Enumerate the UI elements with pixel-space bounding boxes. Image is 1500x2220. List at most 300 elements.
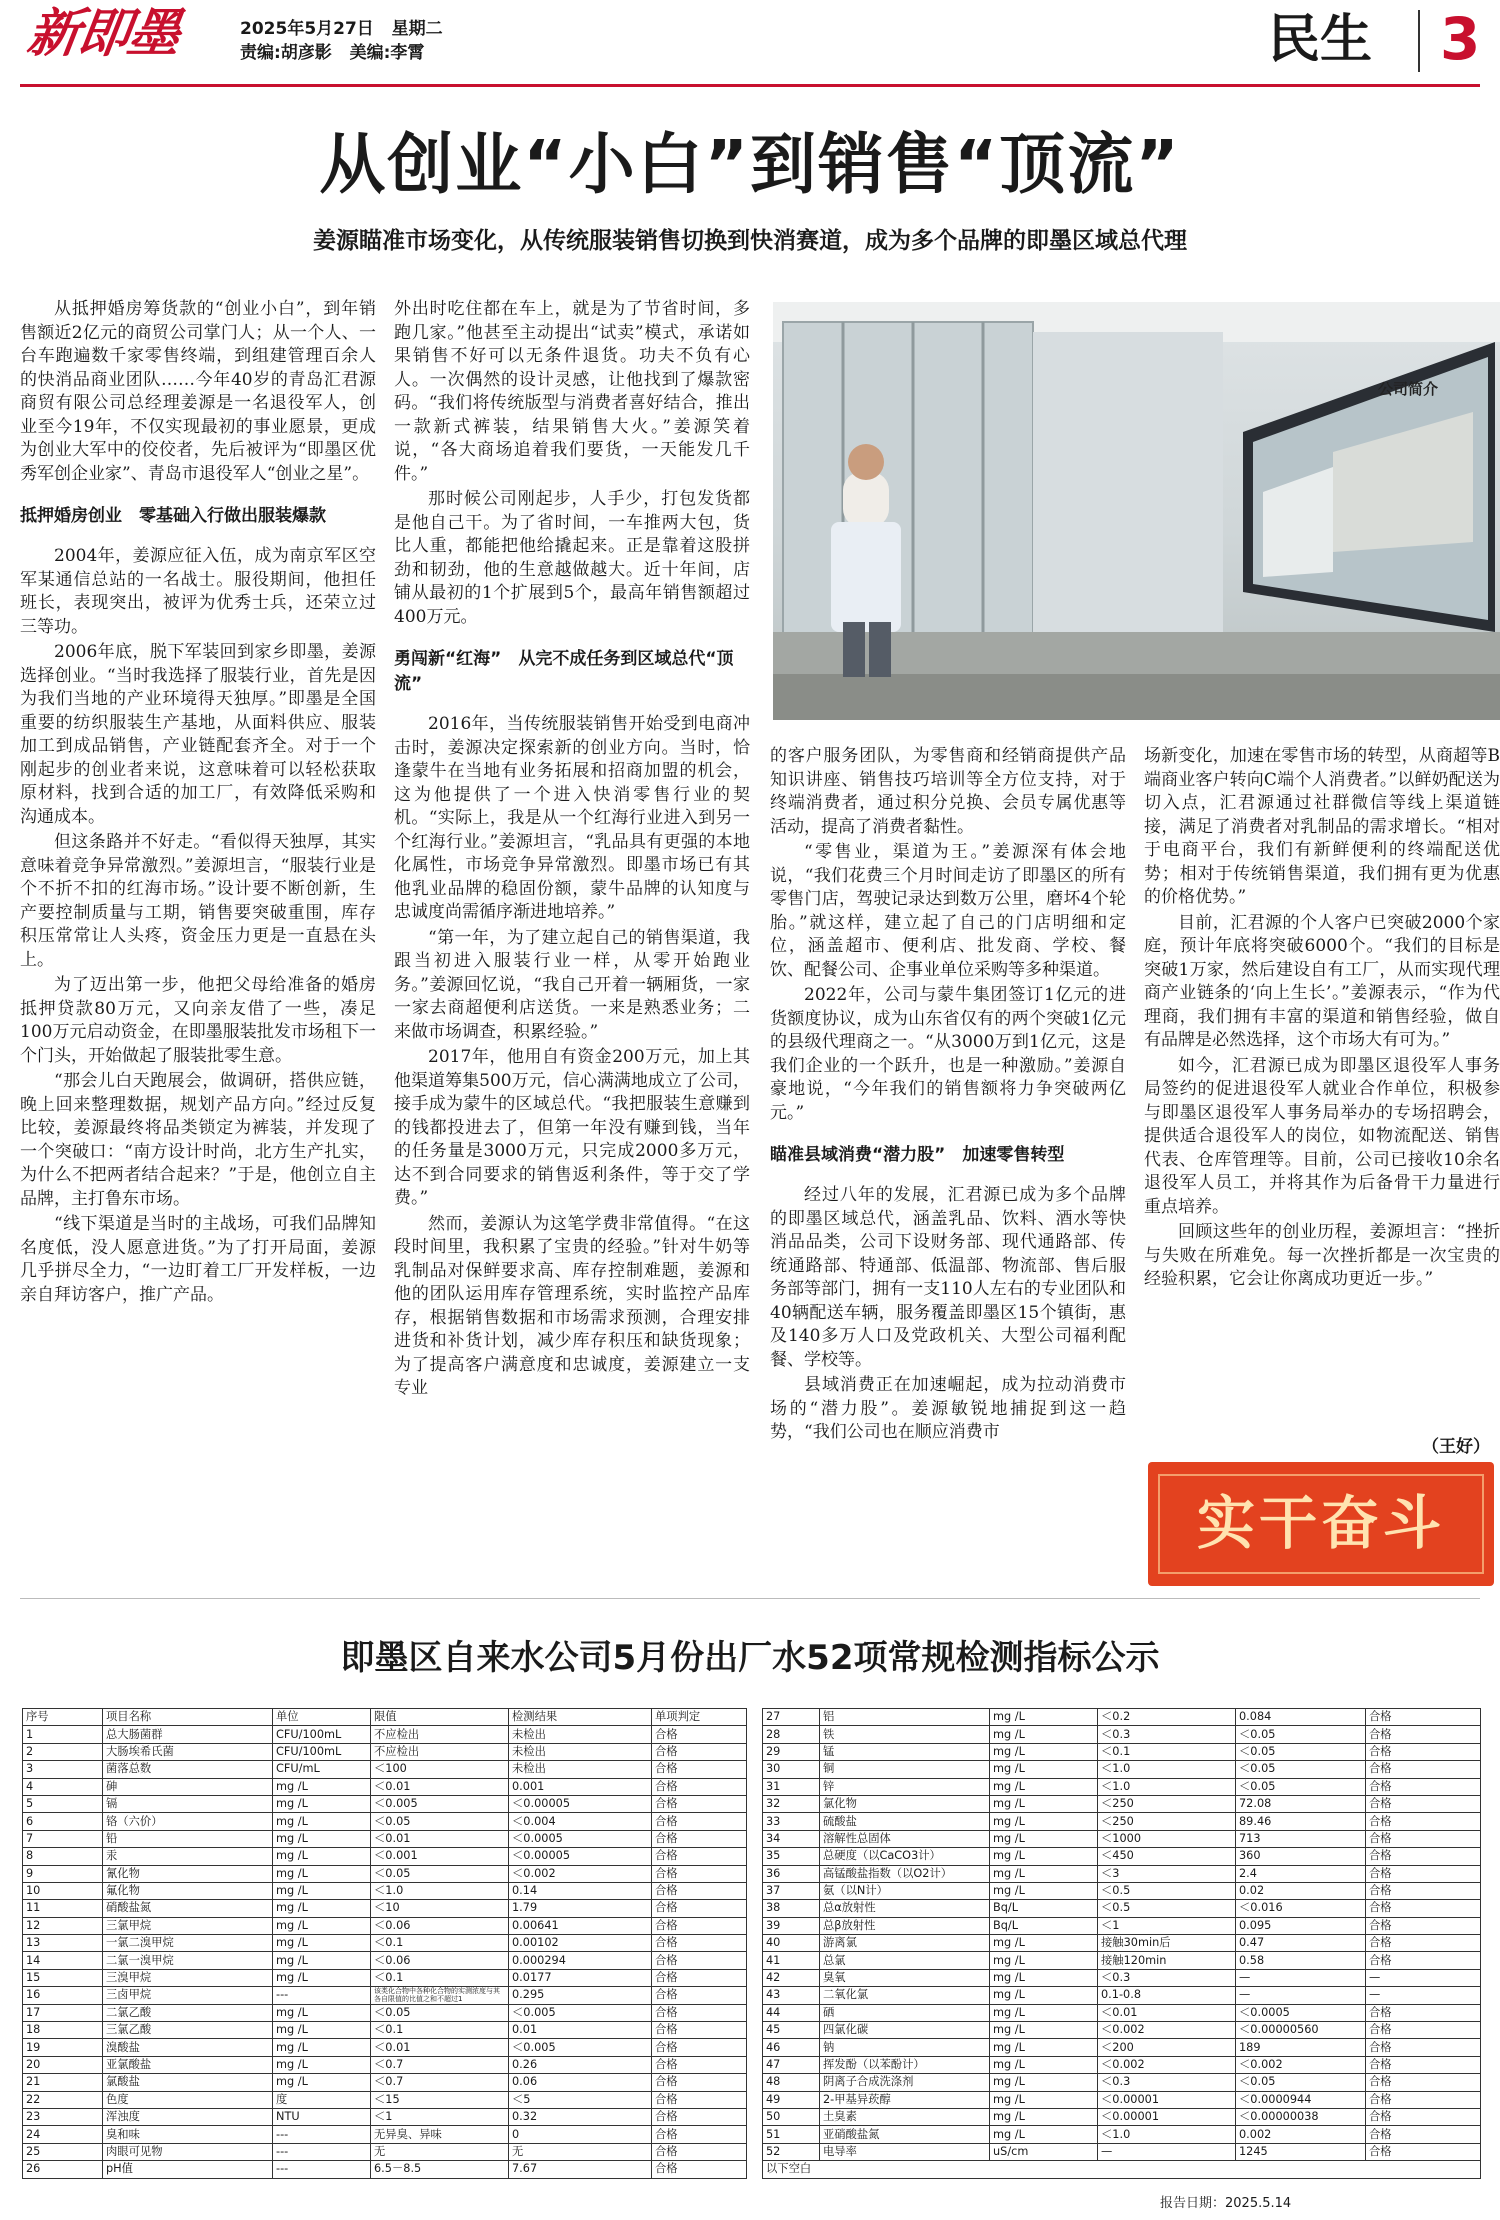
table-cell: 4 — [23, 1778, 103, 1795]
table-cell: 2-甲基异莰醇 — [820, 2091, 990, 2108]
table-row — [23, 1778, 747, 1795]
table-cell: mg /L — [273, 1900, 371, 1917]
article-column-4 — [1144, 745, 1500, 1294]
table-cell: 52 — [763, 2143, 820, 2160]
article-subtitle: 姜源瞄准市场变化，从传统服装销售切换到快消赛道，成为多个品牌的即墨区域总代理 — [313, 228, 1187, 254]
paragraph: “零售业，渠道为王。”姜源深有体会地说，“我们花费三个月时间走访了即墨区的所有零售门店，驾驶记录达到数万公里，磨坏4个轮胎。”就这样，建立起了自己的门店明细和定位，涵盖超市、便利店、批发商、学校、餐饮、配餐公司、企事业单位采购等多种渠道。 — [770, 842, 1126, 980]
table-row — [763, 1726, 1481, 1743]
table-cell: ＜0.2 — [1098, 1709, 1236, 1726]
table-cell: ＜250 — [1098, 1795, 1236, 1812]
table-row — [23, 1795, 747, 1812]
table-row — [763, 2091, 1481, 2108]
table-cell: 7.67 — [509, 2161, 652, 2178]
table-cell: mg /L — [273, 1952, 371, 1969]
table-cell: ＜0.00005 — [509, 1795, 652, 1812]
table-cell: 土臭素 — [820, 2108, 990, 2125]
paragraph: 2016年，当传统服装销售开始受到电商冲击时，姜源决定探索新的创业方向。当时，恰逢蒙牛在当地有业务拓展和招商加盟的机会，这为他提供了一个进入快消零售行业的契机。“实际上，我是从一个红海行业进入到另一个红海行业。”姜源坦言，“乳品具有更强的本地化属性，市场竞争异常激烈。即墨市场已有其他乳业品牌的稳固份额，蒙牛品牌的认知度与忠诚度尚需循序渐进地培养。” — [394, 714, 750, 922]
table-cell: ＜1.0 — [1098, 2126, 1236, 2143]
table-cell: ＜0.05 — [1236, 1743, 1366, 1760]
table-header-row — [23, 1709, 747, 1726]
table-cell: ＜0.05 — [371, 1813, 509, 1830]
table-cell: 27 — [763, 1709, 820, 1726]
table-cell: 钠 — [820, 2039, 990, 2056]
table-cell: --- — [273, 2161, 371, 2178]
table-cell: 合格 — [652, 1952, 747, 1969]
table-row — [763, 2004, 1481, 2021]
table-cell: 合格 — [652, 1900, 747, 1917]
table-cell: pH值 — [103, 2161, 273, 2178]
table-cell: 48 — [763, 2074, 820, 2091]
table-cell: mg /L — [990, 1795, 1098, 1812]
table-cell: mg /L — [273, 1935, 371, 1952]
table-cell: 铝 — [820, 1709, 990, 1726]
table-cell: CFU/100mL — [273, 1726, 371, 1743]
table-cell: ＜0.5 — [1098, 1900, 1236, 1917]
table-cell: 29 — [763, 1743, 820, 1760]
water-table-left — [22, 1708, 746, 2179]
table-cell: 溴酸盐 — [103, 2039, 273, 2056]
table-cell: ＜200 — [1098, 2039, 1236, 2056]
table-cell: mg /L — [273, 1778, 371, 1795]
table-cell: ＜0.00000038 — [1236, 2108, 1366, 2125]
table-cell: 无 — [509, 2143, 652, 2160]
table-cell: — — [1366, 1969, 1481, 1986]
table-cell: 氟化物 — [103, 1882, 273, 1899]
table-cell: — — [1098, 2143, 1236, 2160]
table-cell: ＜10 — [371, 1900, 509, 1917]
masthead-logo: 新即墨 — [23, 3, 183, 64]
table-row — [763, 1743, 1481, 1760]
table-row — [23, 1865, 747, 1882]
table-cell: mg /L — [990, 2108, 1098, 2125]
table-cell: 臭和味 — [103, 2126, 273, 2143]
article-column-1 — [20, 298, 376, 1309]
table-cell: CFU/mL — [273, 1761, 371, 1778]
table-cell: 二氯一溴甲烷 — [103, 1952, 273, 1969]
table-cell: 接触120min — [1098, 1952, 1236, 1969]
paragraph: 2006年底，脱下军装回到家乡即墨，姜源选择创业。“当时我选择了服装行业，首先是因为我们当地的产业环境得天独厚。”即墨是全国重要的纺织服装生产基地，从面料供应、服装加工到成品销售，产业链配套齐全。对于一个刚起步的创业者来说，这意味着可以轻松获取原材料，找到合适的加工厂，有效降低采购和沟通成本。 — [20, 642, 376, 827]
table-cell: 硒 — [820, 2004, 990, 2021]
table-cell: 72.08 — [1236, 1795, 1366, 1812]
water-table-right — [762, 1708, 1480, 2179]
table-cell: uS/cm — [990, 2143, 1098, 2160]
table-cell: 36 — [763, 1865, 820, 1882]
table-row — [763, 1865, 1481, 1882]
table-cell: ＜0.004 — [509, 1813, 652, 1830]
table-row — [763, 2056, 1481, 2073]
table-cell: 0.00641 — [509, 1917, 652, 1934]
table-cell: 三氯乙酸 — [103, 2022, 273, 2039]
table-cell: mg /L — [990, 1952, 1098, 1969]
table-cell: mg /L — [990, 1709, 1098, 1726]
table-cell: 12 — [23, 1917, 103, 1934]
table-cell: 0.1-0.8 — [1098, 1987, 1236, 2004]
table-cell: mg /L — [273, 2022, 371, 2039]
table-row — [763, 1761, 1481, 1778]
table-cell: mg /L — [990, 1813, 1098, 1830]
table-cell: 大肠埃希氏菌 — [103, 1743, 273, 1760]
table-cell: 合格 — [652, 2074, 747, 2091]
table-cell: mg /L — [990, 1743, 1098, 1760]
table-row — [23, 2126, 747, 2143]
table-cell: ＜0.05 — [1236, 1726, 1366, 1743]
table-cell: 33 — [763, 1813, 820, 1830]
table-cell: ＜0.002 — [509, 1865, 652, 1882]
table-cell: 未检出 — [509, 1743, 652, 1760]
table-cell: 20 — [23, 2056, 103, 2073]
table-cell: 30 — [763, 1761, 820, 1778]
table-cell: 序号 — [23, 1709, 103, 1726]
table-cell: 合格 — [652, 2091, 747, 2108]
table-cell: 24 — [23, 2126, 103, 2143]
table-cell: ＜0.00001 — [1098, 2108, 1236, 2125]
table-row — [763, 1778, 1481, 1795]
table-row — [23, 1900, 747, 1917]
table-cell: mg /L — [990, 2004, 1098, 2021]
table-cell: 0 — [509, 2126, 652, 2143]
table-row — [23, 2056, 747, 2073]
table-cell: 34 — [763, 1830, 820, 1847]
table-cell: 合格 — [652, 1726, 747, 1743]
table-cell: 一氯二溴甲烷 — [103, 1935, 273, 1952]
table-cell: 合格 — [652, 1795, 747, 1812]
table-row — [763, 2126, 1481, 2143]
table-cell: 合格 — [1366, 2022, 1481, 2039]
table-cell: 该类化合物中各种化合物的实测浓度与其各自限值的比值之和不超过1 — [371, 1987, 509, 2004]
table-row — [763, 2039, 1481, 2056]
table-cell: 阴离子合成洗涤剂 — [820, 2074, 990, 2091]
table-cell: 合格 — [652, 1848, 747, 1865]
table-cell: 不应检出 — [371, 1726, 509, 1743]
table-cell: mg /L — [273, 2056, 371, 2073]
table-cell: 合格 — [1366, 1709, 1481, 1726]
table-cell: 合格 — [1366, 1935, 1481, 1952]
table-cell: 单位 — [273, 1709, 371, 1726]
table-cell: 13 — [23, 1935, 103, 1952]
table-row — [23, 1935, 747, 1952]
table-row — [23, 2039, 747, 2056]
table-cell: 3 — [23, 1761, 103, 1778]
table-cell: 合格 — [652, 1778, 747, 1795]
table-cell: 5 — [23, 1795, 103, 1812]
table-cell: ＜1000 — [1098, 1830, 1236, 1847]
table-cell: 浑浊度 — [103, 2108, 273, 2125]
table-cell: 未检出 — [509, 1761, 652, 1778]
table-cell: 电导率 — [820, 2143, 990, 2160]
table-cell: 17 — [23, 2004, 103, 2021]
report-date: 报告日期：2025.5.14 — [1160, 2196, 1292, 2211]
table-cell: 三溴甲烷 — [103, 1969, 273, 1986]
table-cell: 镉 — [103, 1795, 273, 1812]
table-cell: 0.01 — [509, 2022, 652, 2039]
table-cell: NTU — [273, 2108, 371, 2125]
table-cell: 0.32 — [509, 2108, 652, 2125]
table-row — [23, 1761, 747, 1778]
table-cell: 合格 — [652, 1813, 747, 1830]
table-cell: 臭氧 — [820, 1969, 990, 1986]
table-cell: 11 — [23, 1900, 103, 1917]
table-cell: 合格 — [1366, 2004, 1481, 2021]
table-cell: 三氯甲烷 — [103, 1917, 273, 1934]
paragraph: 然而，姜源认为这笔学费非常值得。“在这段时间里，我积累了宝贵的经验。”针对牛奶等乳制品对保鲜要求高、库存控制难题，姜源和他的团队运用库存管理系统，实时监控产品库存，根据销售数据和市场需求预测，合理安排进货和补货计划，减少库存积压和缺货现象；为了提高客户满意度和忠诚度，姜源建立一支专业 — [394, 1213, 750, 1398]
table-cell: ＜0.05 — [1236, 1761, 1366, 1778]
table-cell: 合格 — [1366, 1795, 1481, 1812]
table-cell: ＜0.05 — [371, 1865, 509, 1882]
table-cell: 6 — [23, 1813, 103, 1830]
table-cell: 挥发酚（以苯酚计） — [820, 2056, 990, 2073]
table-cell: 合格 — [1366, 1726, 1481, 1743]
table-cell: 0.47 — [1236, 1935, 1366, 1952]
table-cell: 1 — [23, 1726, 103, 1743]
table-cell: ＜0.00000560 — [1236, 2022, 1366, 2039]
table-cell: 合格 — [1366, 1848, 1481, 1865]
table-cell: 合格 — [1366, 2126, 1481, 2143]
table-cell: ＜0.06 — [371, 1952, 509, 1969]
table-cell: mg /L — [990, 1778, 1098, 1795]
table-cell: mg /L — [990, 2056, 1098, 2073]
section-divider — [1418, 10, 1420, 72]
table-row — [23, 1882, 747, 1899]
table-cell: 铜 — [820, 1761, 990, 1778]
table-row — [763, 1882, 1481, 1899]
table-cell: mg /L — [990, 1882, 1098, 1899]
paragraph: “那会儿白天跑展会，做调研，搭供应链，晚上回来整理数据，规划产品方向。”经过反复比较，姜源最终将品类锁定为裤装，并发现了一个突破口：“南方设计时尚，北方生产扎实，为什么不把两者结合起来？”于是，他创立自主品牌，主打鲁东市场。 — [20, 1071, 376, 1209]
table-cell: 40 — [763, 1935, 820, 1952]
table-cell: 6.5－8.5 — [371, 2161, 509, 2178]
table-cell: ＜0.01 — [371, 1778, 509, 1795]
table-cell: 合格 — [1366, 1813, 1481, 1830]
table-cell: ＜0.05 — [1236, 2074, 1366, 2091]
table-cell: 189 — [1236, 2039, 1366, 2056]
table-cell: 0.02 — [1236, 1882, 1366, 1899]
table-cell: ＜0.1 — [371, 1969, 509, 1986]
editor-credit: 责编:胡彦影 — [240, 43, 332, 63]
table-row — [23, 1969, 747, 1986]
table-cell: 360 — [1236, 1848, 1366, 1865]
table-cell: 9 — [23, 1865, 103, 1882]
table-cell: 溶解性总固体 — [820, 1830, 990, 1847]
table-cell: ＜0.00001 — [1098, 2091, 1236, 2108]
table-cell: mg /L — [990, 1830, 1098, 1847]
table-cell: ＜1.0 — [1098, 1778, 1236, 1795]
table-cell: ＜1 — [371, 2108, 509, 2125]
table-cell: 合格 — [1366, 1778, 1481, 1795]
table-cell: 菌落总数 — [103, 1761, 273, 1778]
table-row — [23, 2022, 747, 2039]
table-cell: mg /L — [273, 1865, 371, 1882]
table-row — [23, 2143, 747, 2160]
table-cell: 铁 — [820, 1726, 990, 1743]
table-cell: 合格 — [652, 1969, 747, 1986]
paragraph: 2017年，他用自有资金200万元，加上其他渠道筹集500万元，信心满满地成立了公司，接手成为蒙牛的区域总代。“我把服装生意赚到的钱都投进去了，但第一年没有赚到钱，当年的任务量是3000万元，只完成2000多万元，达不到合同要求的销售返利条件，等于交了学费。” — [394, 1047, 750, 1208]
table-cell: 接触30min后 — [1098, 1935, 1236, 1952]
table-row — [763, 1848, 1481, 1865]
table-cell: 43 — [763, 1987, 820, 2004]
table-cell: 氨（以N计） — [820, 1882, 990, 1899]
table-cell: 无异臭、异味 — [371, 2126, 509, 2143]
table-row — [763, 2143, 1481, 2160]
table-cell: 铬（六价） — [103, 1813, 273, 1830]
table-cell: mg /L — [990, 2022, 1098, 2039]
table-cell: 总硬度（以CaCO3计） — [820, 1848, 990, 1865]
table-cell: 合格 — [1366, 1900, 1481, 1917]
table-cell: ＜100 — [371, 1761, 509, 1778]
table-cell: 合格 — [652, 1935, 747, 1952]
table-cell: 44 — [763, 2004, 820, 2021]
table-cell: ＜0.0005 — [509, 1830, 652, 1847]
table-cell: ＜0.5 — [1098, 1882, 1236, 1899]
table-cell: 合格 — [652, 1761, 747, 1778]
paragraph: 为了迈出第一步，他把父母给准备的婚房抵押贷款80万元，又向亲友借了一些，凑足100万元启动资金，在即墨服装批发市场租下一个门头，开始做起了服装批零生意。 — [20, 975, 376, 1066]
table-cell: 总氯 — [820, 1952, 990, 1969]
table-row — [763, 1969, 1481, 1986]
table-row — [763, 1952, 1481, 1969]
table-cell: 色度 — [103, 2091, 273, 2108]
table-cell: 亚硝酸盐氮 — [820, 2126, 990, 2143]
table-cell: mg /L — [990, 1935, 1098, 1952]
table-cell: 高锰酸盐指数（以O2计） — [820, 1865, 990, 1882]
table-cell: 16 — [23, 1987, 103, 2004]
table-cell: 砷 — [103, 1778, 273, 1795]
table-cell: mg /L — [273, 1813, 371, 1830]
table-cell: 合格 — [1366, 1917, 1481, 1934]
table-row — [763, 1900, 1481, 1917]
paragraph: 2022年，公司与蒙牛集团签订1亿元的进货额度协议，成为山东省仅有的两个突破1亿元的县级代理商之一。“从3000万到1亿元，这是我们企业的一个跃升，也是一种激励。”姜源自豪地说，“今年我们的销售额将力争突破两亿元。” — [770, 985, 1126, 1123]
table-cell: 21 — [23, 2074, 103, 2091]
paragraph: 经过八年的发展，汇君源已成为多个品牌的即墨区域总代，涵盖乳品、饮料、酒水等快消品品类，公司下设财务部、现代通路部、传统通路部、特通部、低温部、物流部、售后服务部等部门，拥有一支110人左右的专业团队和40辆配送车辆，服务覆盖即墨区15个镇街，惠及140多万人口及党政机关、大型公司福利配餐、学校等。 — [770, 1185, 1126, 1370]
table-cell: 肉眼可见物 — [103, 2143, 273, 2160]
paragraph: 的客户服务团队，为零售商和经销商提供产品知识讲座、销售技巧培训等全方位支持，对于终端消费者，通过积分兑换、会员专属优惠等活动，提高了消费者黏性。 — [770, 746, 1126, 837]
table-cell: 总大肠菌群 — [103, 1726, 273, 1743]
table-cell: ＜0.01 — [1098, 2004, 1236, 2021]
table-cell: ＜450 — [1098, 1848, 1236, 1865]
table-cell: 锰 — [820, 1743, 990, 1760]
table-cell: — — [1236, 1969, 1366, 1986]
table-cell: 不应检出 — [371, 1743, 509, 1760]
section-heading: 抵押婚房创业 零基础入行做出服装爆款 — [20, 506, 326, 526]
article-photo — [773, 302, 1500, 720]
table-row — [23, 2161, 747, 2178]
banner-text: 实干奋斗 — [1196, 1489, 1445, 1557]
table-cell: 1.79 — [509, 1900, 652, 1917]
table-cell: mg /L — [990, 1726, 1098, 1743]
table-cell: 0.14 — [509, 1882, 652, 1899]
article-column-2 — [394, 298, 750, 1403]
table-cell: 22 — [23, 2091, 103, 2108]
table-cell: 0.295 — [509, 1987, 652, 2004]
table-cell: Bq/L — [990, 1917, 1098, 1934]
table-cell: 2 — [23, 1743, 103, 1760]
table-cell: 45 — [763, 2022, 820, 2039]
author-byline: （王好） — [1422, 1437, 1490, 1457]
table-cell: 合格 — [652, 1743, 747, 1760]
paragraph: 回顾这些年的创业历程，姜源坦言：“挫折与失败在所难免。每一次挫折都是一次宝贵的经验积累，它会让你离成功更近一步。” — [1144, 1222, 1500, 1289]
table-cell: 0.000294 — [509, 1952, 652, 1969]
table-cell: 41 — [763, 1952, 820, 1969]
table-cell: 氯化物 — [820, 1795, 990, 1812]
table-row — [23, 1987, 747, 2004]
table-cell: 无 — [371, 2143, 509, 2160]
table-cell: mg /L — [273, 1969, 371, 1986]
table-cell: ＜0.00005 — [509, 1848, 652, 1865]
table-cell: ＜0.005 — [509, 2004, 652, 2021]
table-cell: mg /L — [990, 1761, 1098, 1778]
table-cell: ＜0.0005 — [1236, 2004, 1366, 2021]
table-cell: mg /L — [273, 1882, 371, 1899]
photo-screen-caption: 公司简介 — [1378, 380, 1439, 398]
table-cell: 游离氯 — [820, 1935, 990, 1952]
table-cell: 10 — [23, 1882, 103, 1899]
table-cell: 氰化物 — [103, 1865, 273, 1882]
table-cell: 合格 — [652, 2004, 747, 2021]
table-cell: 0.095 — [1236, 1917, 1366, 1934]
paragraph: 场新变化，加速在零售市场的转型，从商超等B端商业客户转向C端个人消费者。”以鲜奶配送为切入点，汇君源通过社群微信等线上渠道链接，满足了消费者对乳制品的需求增长。“相对于电商平台，我们有新鲜便利的终端配送优势；相对于传统销售渠道，我们拥有更为优惠的价格优势。” — [1144, 746, 1500, 907]
table-cell: 合格 — [652, 2143, 747, 2160]
table-cell: ＜5 — [509, 2091, 652, 2108]
table-cell: 0.0177 — [509, 1969, 652, 1986]
table-cell: ＜0.016 — [1236, 1900, 1366, 1917]
table-cell: 四氯化碳 — [820, 2022, 990, 2039]
table-cell: 38 — [763, 1900, 820, 1917]
table-row — [23, 1917, 747, 1934]
table-cell: ＜0.3 — [1098, 1726, 1236, 1743]
table-row — [23, 2108, 747, 2125]
table-cell: 检测结果 — [509, 1709, 652, 1726]
table-cell: 未检出 — [509, 1726, 652, 1743]
table-cell: 合格 — [652, 2022, 747, 2039]
paragraph: “第一年，为了建立起自己的销售渠道，我跟当初进入服装行业一样，从零开始跑业务。”姜源回忆说，“我自己开着一辆厢货，一家一家去商超便利店送货。一来是熟悉业务；二来做市场调查，积累经验。” — [394, 927, 750, 1042]
table-cell: — — [1236, 1987, 1366, 2004]
table-cell: mg /L — [990, 1969, 1098, 1986]
table-cell: 47 — [763, 2056, 820, 2073]
table-cell: 合格 — [1366, 2074, 1481, 2091]
table-cell: 39 — [763, 1917, 820, 1934]
table-cell: 限值 — [371, 1709, 509, 1726]
table-cell: 铅 — [103, 1830, 273, 1847]
table-cell: 硝酸盐氮 — [103, 1900, 273, 1917]
table-cell: ＜0.1 — [1098, 1743, 1236, 1760]
table-cell: ＜0.002 — [1098, 2056, 1236, 2073]
table-cell: ＜1.0 — [371, 1882, 509, 1899]
table-cell: Bq/L — [990, 1900, 1098, 1917]
table-row — [23, 1726, 747, 1743]
paragraph: 从抵押婚房筹货款的“创业小白”，到年销售额近2亿元的商贸公司掌门人；从一个人、一台车跑遍数千家零售终端，到组建管理百余人的快消品商业团队……今年40岁的青岛汇君源商贸有限公司总经理姜源是一名退役军人，创业至今19年，不仅实现最初的事业愿景，更成为创业大军中的佼佼者，先后被评为“即墨区优秀军创企业家”、青岛市退役军人“创业之星”。 — [20, 299, 376, 484]
table-row — [23, 2091, 747, 2108]
section-rule — [20, 1598, 1480, 1599]
table-cell: 18 — [23, 2022, 103, 2039]
paragraph: 那时候公司刚起步，人手少，打包发货都是他自己干。为了省时间，一车推两大包，货比人重，都能把他给撬起来。正是靠着这股拼劲和韧劲，他的生意越做越大。近十年间，店铺从最初的1个扩展到5个，最高年销售额超过400万元。 — [394, 489, 750, 627]
table-row — [763, 2074, 1481, 2091]
table-cell: 总β放射性 — [820, 1917, 990, 1934]
table-cell: mg /L — [273, 2039, 371, 2056]
issue-weekday: 星期二 — [391, 19, 443, 39]
table-cell: 合格 — [652, 2161, 747, 2178]
table-cell: ＜0.005 — [371, 1795, 509, 1812]
header-rule — [20, 84, 1480, 87]
table-cell: --- — [273, 2143, 371, 2160]
table-cell: mg /L — [273, 1848, 371, 1865]
table-cell: 0.084 — [1236, 1709, 1366, 1726]
table-cell: 合格 — [652, 1987, 747, 2004]
table-cell: 0.58 — [1236, 1952, 1366, 1969]
table-cell: 合格 — [1366, 1743, 1481, 1760]
table-cell: ＜0.05 — [1236, 1778, 1366, 1795]
table-cell: ＜0.002 — [1098, 2022, 1236, 2039]
table-cell: 汞 — [103, 1848, 273, 1865]
table-cell: mg /L — [273, 2004, 371, 2021]
table-cell: 25 — [23, 2143, 103, 2160]
table-cell: 合格 — [1366, 1865, 1481, 1882]
